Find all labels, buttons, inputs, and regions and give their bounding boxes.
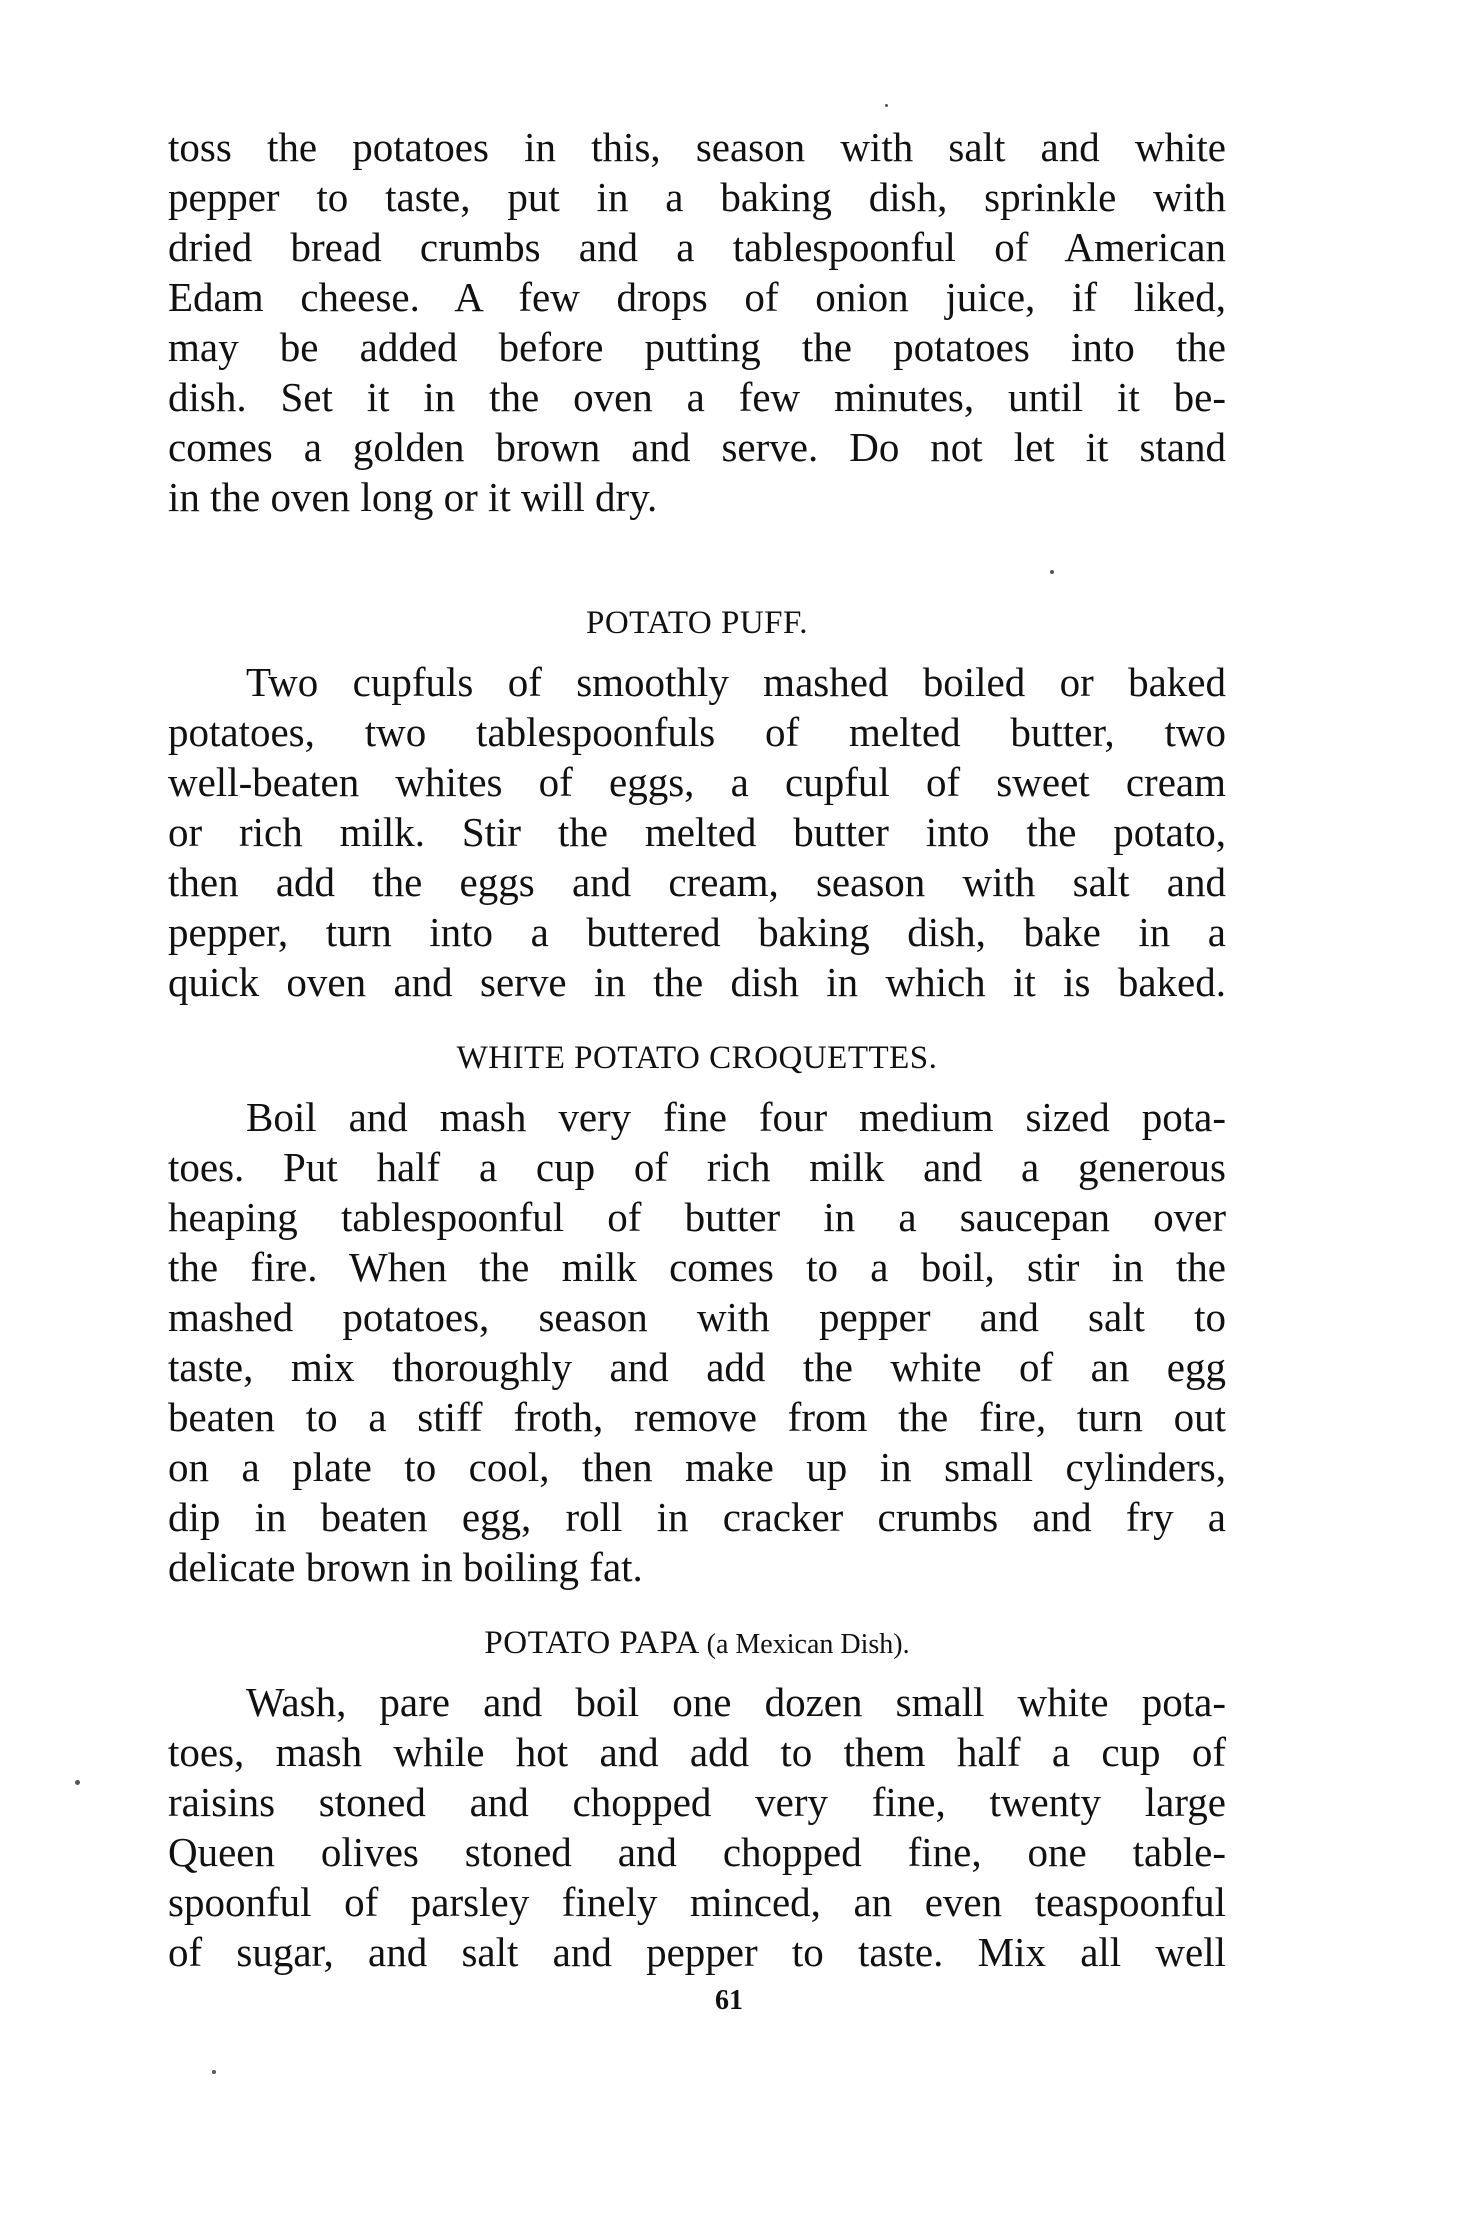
text-line: then add the eggs and cream, season with salt and xyxy=(168,859,1226,905)
scan-speck xyxy=(885,104,888,107)
text-line: Boil and mash very fine four medium sized pota- xyxy=(246,1094,1226,1140)
text-line: taste, mix thoroughly and add the white of an egg xyxy=(168,1344,1226,1390)
recipe-title-potato-puff: POTATO PUFF. xyxy=(585,605,808,641)
text-line: toes, mash while hot and add to them half a cup of xyxy=(168,1729,1226,1775)
recipe-title-main: POTATO PAPA xyxy=(484,1625,698,1661)
text-line: or rich milk. Stir the melted butter into the potato, xyxy=(168,809,1226,855)
recipe-title-white-potato-croquettes: WHITE POTATO CROQUETTES. xyxy=(456,1040,938,1076)
text-line: well-beaten whites of eggs, a cupful of sweet cream xyxy=(168,759,1226,805)
text-line: dip in beaten egg, roll in cracker crumbs and fry a xyxy=(168,1494,1226,1540)
page-number: 61 xyxy=(715,1985,743,2016)
text-line: mashed potatoes, season with pepper and salt to xyxy=(168,1294,1226,1340)
scan-speck xyxy=(75,1780,80,1785)
text-line: Two cupfuls of smoothly mashed boiled or baked xyxy=(246,659,1226,705)
recipe-body-potato-puff xyxy=(168,657,1226,1007)
recipe-title-potato-papa xyxy=(168,1625,1226,1662)
text-line: potatoes, two tablespoonfuls of melted butter, two xyxy=(168,709,1226,755)
paragraph-continuation xyxy=(168,122,1226,522)
text-line: dish. Set it in the oven a few minutes, until it be- xyxy=(168,374,1226,420)
text-line: Queen olives stoned and chopped fine, one table- xyxy=(168,1829,1226,1875)
text-line: beaten to a stiff froth, remove from the fire, turn out xyxy=(168,1394,1226,1440)
text-line: delicate brown in boiling fat. xyxy=(168,1544,643,1590)
text-line: toss the potatoes in this, season with salt and white xyxy=(168,124,1226,170)
scan-speck xyxy=(1050,570,1054,574)
recipe-title-subtitle: (a Mexican Dish). xyxy=(706,1629,910,1660)
text-line: toes. Put half a cup of rich milk and a generous xyxy=(168,1144,1226,1190)
text-line: of sugar, and salt and pepper to taste. Mix all well xyxy=(168,1929,1226,1975)
recipe-body-white-potato-croquettes xyxy=(168,1092,1226,1592)
text-line: Wash, pare and boil one dozen small white pota- xyxy=(246,1679,1226,1725)
recipe-body-potato-papa xyxy=(168,1677,1226,1977)
text-line: in the oven long or it will dry. xyxy=(168,474,658,520)
scan-speck xyxy=(212,2070,216,2074)
text-line: quick oven and serve in the dish in which it is baked. xyxy=(168,959,1226,1005)
text-line: pepper, turn into a buttered baking dish, bake in a xyxy=(168,909,1226,955)
text-line: the fire. When the milk comes to a boil, stir in the xyxy=(168,1244,1226,1290)
text-line: pepper to taste, put in a baking dish, sprinkle with xyxy=(168,174,1226,220)
text-line: Edam cheese. A few drops of onion juice, if liked, xyxy=(168,274,1226,320)
text-line: may be added before putting the potatoes into the xyxy=(168,324,1226,370)
text-line: on a plate to cool, then make up in small cylinders, xyxy=(168,1444,1226,1490)
text-line: raisins stoned and chopped very fine, twenty large xyxy=(168,1779,1226,1825)
text-line: spoonful of parsley finely minced, an even teaspoonful xyxy=(168,1879,1226,1925)
text-line: comes a golden brown and serve. Do not let it stand xyxy=(168,424,1226,470)
text-line: heaping tablespoonful of butter in a saucepan over xyxy=(168,1194,1226,1240)
text-line: dried bread crumbs and a tablespoonful of American xyxy=(168,224,1226,270)
